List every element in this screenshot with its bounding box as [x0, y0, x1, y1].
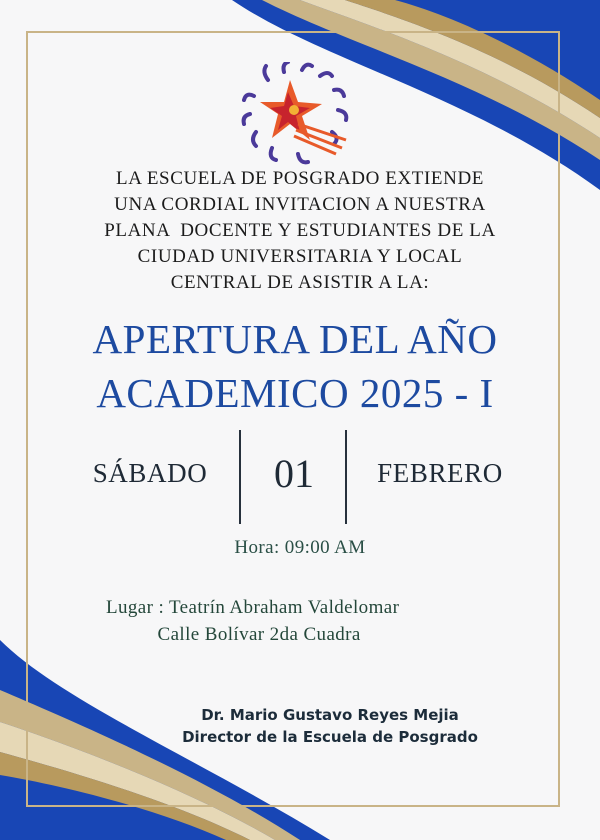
- invitation-line: CENTRAL DE ASISTIR A LA:: [170, 272, 430, 293]
- location-venue: Lugar : Teatrín Abraham Valdelomar: [106, 597, 400, 618]
- signature-block: [160, 704, 500, 748]
- event-title-line-1: APERTURA DEL AÑO: [92, 316, 498, 362]
- signatory-role: Director de la Escuela de Posgrado: [182, 728, 478, 746]
- date-divider-left: [239, 430, 241, 524]
- event-day-number: 01: [274, 451, 314, 496]
- event-time: Hora: 09:00 AM: [234, 537, 366, 558]
- event-month: FEBRERO: [377, 458, 503, 488]
- invitation-text: [60, 166, 540, 296]
- event-title-line-2: ACADEMICO 2025 - I: [96, 370, 494, 416]
- invitation-line: UNA CORDIAL INVITACION A NUESTRA: [114, 194, 486, 215]
- event-date: [0, 430, 600, 524]
- invitation-line: CIUDAD UNIVERSITARIA Y LOCAL: [137, 246, 463, 267]
- invitation-line: PLANA DOCENTE Y ESTUDIANTES DE LA: [104, 220, 496, 241]
- location-address: Calle Bolívar 2da Cuadra: [106, 624, 361, 645]
- invitation-line: LA ESCUELA DE POSGRADO EXTIENDE: [116, 168, 484, 189]
- signatory-name: Dr. Mario Gustavo Reyes Mejia: [201, 706, 459, 724]
- date-divider-right: [345, 430, 347, 524]
- posgrado-emblem-icon: [238, 62, 356, 166]
- event-title: [40, 312, 550, 420]
- event-day-name: SÁBADO: [92, 458, 208, 488]
- event-location: [106, 594, 399, 648]
